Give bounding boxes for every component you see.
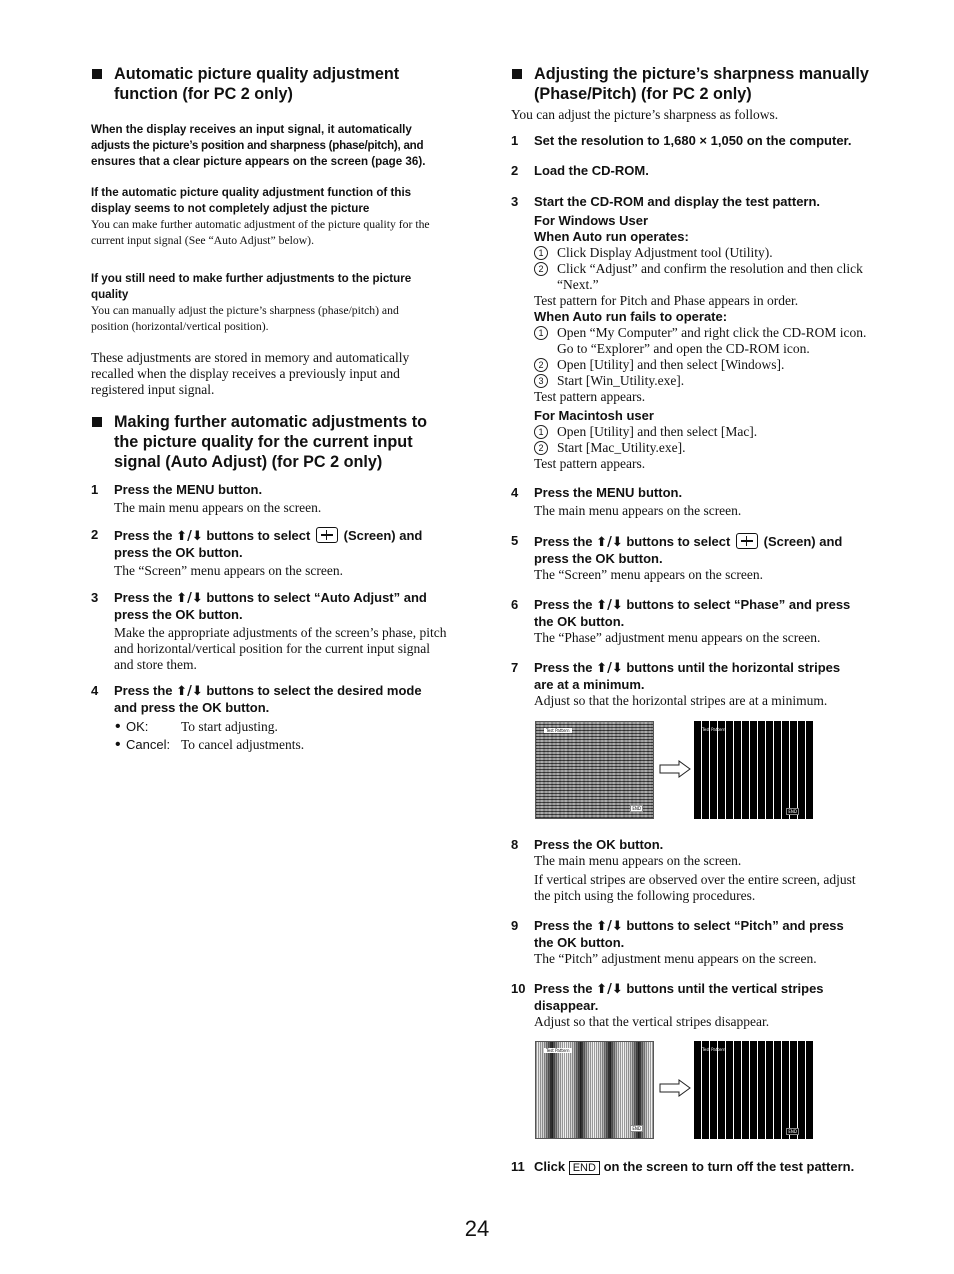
note-line: adjusts the picture’s position and sharpness (phase/pitch), and [91, 139, 424, 152]
step-title-part: Press the [114, 590, 173, 605]
step-title [534, 533, 889, 551]
step-title [114, 683, 466, 700]
test-pattern-label: Test Pattern [702, 727, 726, 732]
end-key: END [569, 1161, 600, 1175]
heading-line: the picture quality for the current input [114, 433, 413, 451]
step-r2 [511, 163, 889, 179]
step-title-line: the OK button. [534, 614, 625, 629]
note-body-line: position (horizontal/vertical position). [91, 320, 269, 333]
screen-menu-icon [736, 533, 758, 549]
step-title [114, 527, 466, 545]
step-title-part: Press the [534, 918, 593, 933]
auto-result: Test pattern for Pitch and Phase appears in order. [534, 293, 799, 308]
step-r4 [511, 485, 889, 519]
right-column-lower [511, 837, 889, 1030]
step-title-part: buttons to select “Auto Adjust” and [206, 590, 427, 605]
step-body-line: and horizontal/vertical position for the current input signal [114, 641, 431, 656]
option-desc: To cancel adjustments. [181, 737, 305, 752]
option-ok [114, 718, 466, 736]
step-title-part: buttons until the vertical stripes [626, 981, 824, 996]
heading-line: signal (Auto Adjust) (for PC 2 only) [114, 453, 383, 471]
step-number: 1 [91, 482, 99, 497]
paragraph-line: These adjustments are stored in memory and automatically [91, 350, 410, 365]
circled-number: 1 [534, 425, 548, 439]
step-number: 11 [511, 1159, 525, 1174]
step-title-part: on the screen to turn off the test pattern. [603, 1159, 855, 1174]
end-button: END [632, 1126, 641, 1131]
step-r6 [511, 597, 889, 646]
test-pattern-label: Test Pattern [546, 728, 570, 733]
item-line: Open “My Computer” and right click the CD-ROM icon. [557, 325, 867, 340]
step-title-part: Press the [534, 660, 593, 675]
note-title-line: If you still need to make further adjustments to the picture [91, 272, 412, 285]
screen-menu-icon [316, 527, 338, 543]
step-number: 3 [511, 194, 519, 209]
step-body: The “Phase” adjustment menu appears on the screen. [534, 630, 821, 645]
mac-result: Test pattern appears. [534, 456, 646, 471]
option-label: OK: [126, 719, 149, 734]
step-title [534, 981, 889, 998]
step-number: 2 [91, 527, 99, 542]
note-title-line: If the automatic picture quality adjustment function of this [91, 186, 412, 199]
step-title [534, 597, 889, 614]
end-button: END [632, 806, 641, 811]
step-title-line: are at a minimum. [534, 677, 645, 692]
auto-run-subheading: When Auto run operates: [534, 229, 689, 244]
item-line: Go to “Explorer” and open the CD-ROM icon. [557, 341, 810, 356]
step-title-part: Press the [534, 981, 593, 996]
step-title-line: press the OK button. [114, 607, 243, 622]
step-title-line: disappear. [534, 998, 599, 1013]
step-3 [91, 590, 466, 673]
step-title: Press the MENU button. [534, 485, 683, 500]
auto-note [91, 122, 466, 170]
heading-line: Adjusting the picture’s sharpness manually [534, 65, 869, 83]
step-title [534, 1159, 934, 1175]
step-title [114, 590, 466, 607]
section-heading-auto-quality [91, 64, 466, 104]
mac-item-2 [534, 440, 889, 456]
fail-item-2 [534, 357, 889, 373]
step-title: Press the MENU button. [114, 482, 263, 497]
step-title-line: the OK button. [534, 935, 625, 950]
step-number: 1 [511, 133, 519, 148]
item-line: Click Display Adjustment tool (Utility). [557, 245, 773, 260]
heading-line: Automatic picture quality adjustment [114, 65, 400, 83]
up-down-arrows-icon: ⬆/⬇ [596, 982, 623, 997]
step-title-part: buttons to select “Phase” and press [626, 597, 851, 612]
step-r1 [511, 133, 889, 149]
step-2 [91, 527, 466, 579]
step-title: Load the CD-ROM. [534, 163, 649, 178]
item-line: Click “Adjust” and confirm the resolution and then click [557, 261, 863, 276]
step-body: The main menu appears on the screen. [534, 853, 742, 868]
pitch-before-screenshot [535, 1041, 654, 1139]
end-button: END [788, 1129, 797, 1134]
further-note [91, 271, 466, 335]
note-body-line: current input signal (See “Auto Adjust” below). [91, 234, 314, 247]
auto-item-1 [534, 245, 889, 261]
step-body-line: Make the appropriate adjustments of the screen’s phase, pitch [114, 625, 447, 640]
step-number: 2 [511, 163, 519, 178]
step-body-line: If vertical stripes are observed over the entire screen, adjust [534, 872, 856, 887]
step-title-part: Press the [114, 683, 173, 698]
note-line: When the display receives an input signal, it automatically [91, 123, 412, 136]
bullet-dot: • [115, 718, 121, 735]
item-line: Start [Mac_Utility.exe]. [557, 440, 686, 455]
heading-square-bullet [512, 69, 522, 79]
up-down-arrows-icon: ⬆/⬇ [596, 535, 623, 550]
step-4 [91, 683, 466, 754]
option-cancel [114, 736, 466, 754]
step-body: Adjust so that the horizontal stripes are at a minimum. [534, 693, 828, 708]
step-title-part: buttons to select “Pitch” and press [626, 918, 844, 933]
intro-text: You can adjust the picture’s sharpness as follows. [511, 107, 779, 122]
windows-subheading: For Windows User [534, 213, 649, 228]
step-body-line: and store them. [114, 657, 197, 672]
paragraph-line: registered input signal. [91, 382, 215, 397]
end-button: END [788, 809, 797, 814]
auto-fail-subheading: When Auto run fails to operate: [534, 309, 728, 324]
item-line: Start [Win_Utility.exe]. [557, 373, 685, 388]
step-number: 4 [91, 683, 99, 698]
section-heading-auto-adjust [91, 412, 466, 472]
not-adjust-note [91, 185, 466, 249]
step-body: The main menu appears on the screen. [534, 503, 742, 518]
up-down-arrows-icon: ⬆/⬇ [596, 919, 623, 934]
item-line: “Next.” [557, 277, 599, 292]
up-down-arrows-icon: ⬆/⬇ [596, 661, 623, 676]
auto-item-2 [534, 261, 889, 293]
step-title [534, 660, 889, 677]
step-number: 7 [511, 660, 519, 675]
step-title [534, 918, 889, 935]
step-title-part: Press the [534, 597, 593, 612]
phase-after-screenshot [694, 721, 813, 819]
heading-line: Making further automatic adjustments to [114, 413, 427, 431]
circled-number: 3 [534, 374, 548, 388]
step-body-line: the pitch using the following procedures. [534, 888, 756, 903]
circled-number: 1 [534, 246, 548, 260]
test-pattern-label: Test Pattern [702, 1047, 726, 1052]
heading-square-bullet [92, 69, 102, 79]
pitch-after-screenshot [694, 1041, 813, 1139]
step-r3 [511, 194, 889, 472]
step-r11 [511, 1159, 934, 1175]
step-title-part: (Screen) and [763, 534, 843, 549]
up-down-arrows-icon: ⬆/⬇ [176, 684, 203, 699]
step-title-part: Press the [534, 534, 593, 549]
step-title-part: Press the [114, 528, 173, 543]
fail-item-1 [534, 325, 889, 357]
step-number: 8 [511, 837, 519, 852]
step-number: 6 [511, 597, 519, 612]
note-title-line: quality [91, 288, 129, 301]
step-1 [91, 482, 466, 516]
step-number: 10 [511, 981, 526, 996]
mac-item-1 [534, 424, 889, 440]
section-heading-phase-pitch [511, 64, 889, 104]
note-line: ensures that a clear picture appears on the screen (page 36). [91, 155, 426, 168]
circled-number: 1 [534, 326, 548, 340]
step-body: The “Screen” menu appears on the screen. [114, 563, 344, 578]
up-down-arrows-icon: ⬆/⬇ [176, 529, 203, 544]
step-r8 [511, 837, 889, 904]
step-r5 [511, 533, 889, 583]
note-title-line: display seems to not completely adjust the picture [91, 202, 370, 215]
option-desc: To start adjusting. [181, 719, 278, 734]
step-number: 4 [511, 485, 519, 500]
heading-square-bullet [92, 417, 102, 427]
step-r7 [511, 660, 889, 709]
step-number: 3 [91, 590, 99, 605]
stored-paragraph [91, 350, 466, 398]
step-body: The “Screen” menu appears on the screen. [534, 567, 764, 582]
paragraph-line: recalled when the display receives a previously input and [91, 366, 400, 381]
step-body: The main menu appears on the screen. [114, 500, 322, 515]
step-title: Press the OK button. [534, 837, 664, 852]
up-down-arrows-icon: ⬆/⬇ [176, 591, 203, 606]
right-arrow-icon [659, 1079, 691, 1097]
phase-before-screenshot [535, 721, 654, 819]
bullet-dot: • [115, 736, 121, 753]
step-title-part: (Screen) and [343, 528, 423, 543]
step-title-line: and press the OK button. [114, 700, 270, 715]
circled-number: 2 [534, 262, 548, 276]
left-column [91, 62, 466, 754]
note-body-line: You can make further automatic adjustment of the picture quality for the [91, 218, 430, 231]
note-body-line: You can manually adjust the picture’s sharpness (phase/pitch) and [91, 304, 399, 317]
step-number: 5 [511, 533, 519, 548]
step-title: Start the CD-ROM and display the test pattern. [534, 194, 821, 209]
step-title-line: press the OK button. [114, 545, 243, 560]
step-title-part: Click [534, 1159, 566, 1174]
page-number: 24 [464, 1216, 490, 1241]
circled-number: 2 [534, 358, 548, 372]
item-line: Open [Utility] and then select [Mac]. [557, 424, 758, 439]
test-pattern-label: Test Pattern [546, 1048, 570, 1053]
option-label: Cancel: [126, 737, 171, 752]
item-line: Open [Utility] and then select [Windows]. [557, 357, 785, 372]
mac-subheading: For Macintosh user [534, 408, 654, 423]
step-r10 [511, 981, 889, 1030]
step-number: 9 [511, 918, 519, 933]
heading-line: function (for PC 2 only) [114, 85, 293, 103]
up-down-arrows-icon: ⬆/⬇ [596, 598, 623, 613]
circled-number: 2 [534, 441, 548, 455]
fail-item-3 [534, 373, 889, 389]
step-title-part: buttons until the horizontal stripes [626, 660, 841, 675]
step-title: Set the resolution to 1,680 × 1,050 on the computer. [534, 133, 852, 148]
step-title-part: buttons to select [626, 534, 731, 549]
step-title-part: buttons to select [206, 528, 311, 543]
step-body: Adjust so that the vertical stripes disappear. [534, 1014, 770, 1029]
right-arrow-icon [659, 760, 691, 778]
fail-result: Test pattern appears. [534, 389, 646, 404]
step-title-part: buttons to select the desired mode [206, 683, 422, 698]
step-title-line: press the OK button. [534, 551, 663, 566]
right-column [511, 62, 889, 709]
heading-line: (Phase/Pitch) (for PC 2 only) [534, 85, 752, 103]
step-r9 [511, 918, 889, 967]
step-body: The “Pitch” adjustment menu appears on the screen. [534, 951, 817, 966]
